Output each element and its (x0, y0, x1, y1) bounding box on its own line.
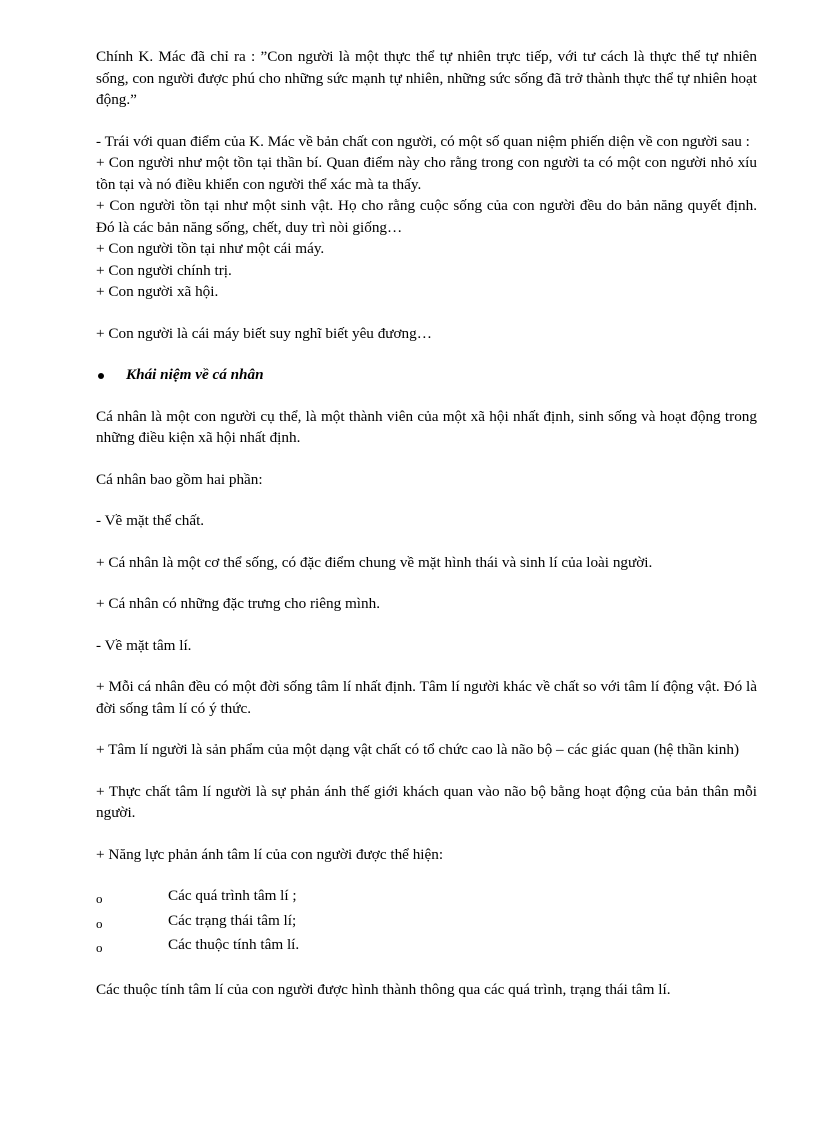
list-item (96, 934, 757, 959)
paragraph: Chính K. Mác đã chỉ ra : ”Con người là một thực thể tự nhiên trực tiếp, với tư cách là thực thể tự nhiên sống, con người được phú cho những sức mạnh tự nhiên, những sức sống đã trở thành thực thể tự nhiên hoạt động.” (96, 48, 757, 108)
paragraph: Cá nhân là một con người cụ thể, là một thành viên của một xã hội nhất định, sinh sống và hoạt động trong những điều kiện xã hội nhất định. (96, 407, 757, 446)
circle-bullet-icon: o (96, 915, 103, 931)
paragraph: + Mỗi cá nhân đều có một đời sống tâm lí nhất định. Tâm lí người khác về chất so với tâm lí động vật. Đó là đời sống tâm lí có ý thức. (96, 678, 757, 717)
paragraph: + Con người tồn tại như một cái máy. (96, 240, 325, 257)
circle-bullet-icon: o (96, 940, 103, 955)
paragraph: + Tâm lí người là sản phẩm của một dạng vật chất có tổ chức cao là não bộ – các giác quan (hệ thần kinh) (96, 741, 740, 758)
paragraph: Các thuộc tính tâm lí của con người được hình thành thông qua các quá trình, trạng thái tâm lí. (96, 980, 671, 998)
paragraph: + Thực chất tâm lí người là sự phản ánh thế giới khách quan vào não bộ bằng hoạt động của bản thân mỗi người. (96, 782, 757, 821)
paragraph: - Về mặt thể chất. (96, 512, 205, 529)
paragraph: + Con người xã hội. (96, 283, 219, 300)
paragraph: + Cá nhân có những đặc trưng cho riêng mình. (96, 595, 380, 612)
list-item (96, 910, 757, 935)
list-item (96, 885, 757, 910)
paragraph: - Trái với quan điểm của K. Mác về bản chất con người, có một số quan niệm phiến diện về con người sau : (96, 132, 750, 150)
paragraph: + Con người là cái máy biết suy nghĩ biết yêu đương… (96, 324, 432, 342)
list-item-text: Các quá trình tâm lí ; (168, 887, 297, 904)
list-item-text: Các trạng thái tâm lí; (168, 911, 297, 929)
document-page (96, 46, 757, 1000)
paragraph: Cá nhân bao gồm hai phần: (96, 470, 263, 488)
section-heading-text: Khái niệm về cá nhân (126, 366, 264, 383)
paragraph: + Cá nhân là một cơ thể sống, có đặc điểm chung về mặt hình thái và sinh lí của loài người. (96, 553, 653, 571)
bullet-icon (96, 364, 126, 386)
paragraph: - Về mặt tâm lí. (96, 636, 192, 654)
paragraph: + Con người chính trị. (96, 261, 232, 279)
paragraph: + Năng lực phản ánh tâm lí của con người được thể hiện: (96, 845, 444, 863)
paragraph: + Con người như một tồn tại thần bí. Quan điểm này cho rằng trong con người ta có một con người nhỏ xíu tồn tại và nó điều khiển con người thể xác mà ta thấy. (96, 154, 757, 193)
paragraph: + Con người tồn tại như một sinh vật. Họ cho rằng cuộc sống của con người đều do bản năng quyết định. Đó là các bản năng sống, chết, duy trì nòi giống… (96, 197, 757, 236)
circle-bullet-icon: o (96, 891, 103, 906)
section-heading (96, 364, 757, 386)
list-item-text: Các thuộc tính tâm lí. (168, 936, 300, 953)
